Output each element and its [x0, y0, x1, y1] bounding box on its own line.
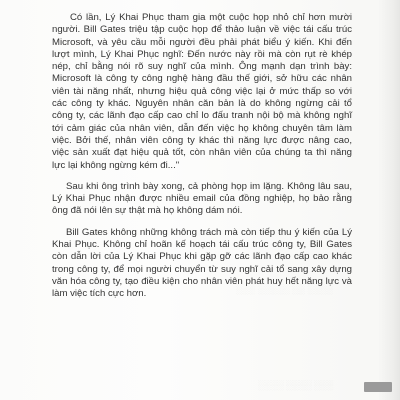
body-text	[52, 12, 352, 301]
bleed-through-text: ░░░ ░░░░░ ░░ ░░░░	[236, 284, 333, 294]
page-edge-shadow	[378, 0, 400, 400]
bleed-through-text: ░░░░ ░░░░ ░░░	[258, 380, 334, 390]
paragraph-3: Bill Gates không những không trách mà còn tiếp thu ý kiến của Lý Khai Phục. Không chỉ hoãn kế hoạch tái cấu trúc công ty, Bill Gates còn dẫn lời của Lý Khai Phục khi gặp gỡ các lãnh đạo cấp cao khác trong công ty, để mọi người chuyển từ suy nghĩ cải tổ sang xây dựng văn hóa công ty, tạo điều kiện cho nhân viên phát huy hết năng lực và làm việc tích cực hơn.	[52, 226, 352, 300]
paragraph-2: Sau khi ông trình bày xong, cả phòng họp im lặng. Không lâu sau, Lý Khai Phục nhận được nhiều email của đồng nghiệp, họ bảo rằng ông đã nói lên sự thật mà họ không dám nói.	[52, 180, 352, 217]
page-corner-tab	[364, 382, 392, 392]
paragraph-1: Có lần, Lý Khai Phục tham gia một cuộc họp nhỏ chỉ hơn mười người. Bill Gates triệu tập cuộc họp để thảo luận về việc tái cấu trúc Microsoft, và yêu cầu mỗi người đều phải phát biểu ý kiến. Khi đến lượt mình, Lý Khai Phục nghĩ: Đến nước này rồi mà còn rụt rè khép nép, chỉ bằng nói rõ suy nghĩ của mình. Ông mạnh dạn trình bày: Microsoft là công ty công nghệ hàng đầu thế giới, sở hữu các nhân viên tài năng nhất, nhưng hiệu quả công việc lại ở mức thấp so với các công ty khác. Nguyên nhân căn bản là do không ngừng cải tổ công ty, các lãnh đạo cấp cao chỉ lo đấu tranh nội bộ mà không nghĩ tới cảm giác của nhân viên, dẫn đến việc họ không chuyên tâm làm việc. Bởi thế, nhân viên công ty khác thì năng lực được nâng cao, việc sản xuất đạt hiệu quả tốt, còn nhân viên của chúng ta thì năng lực lại không ngừng kém đi..."	[52, 12, 352, 171]
